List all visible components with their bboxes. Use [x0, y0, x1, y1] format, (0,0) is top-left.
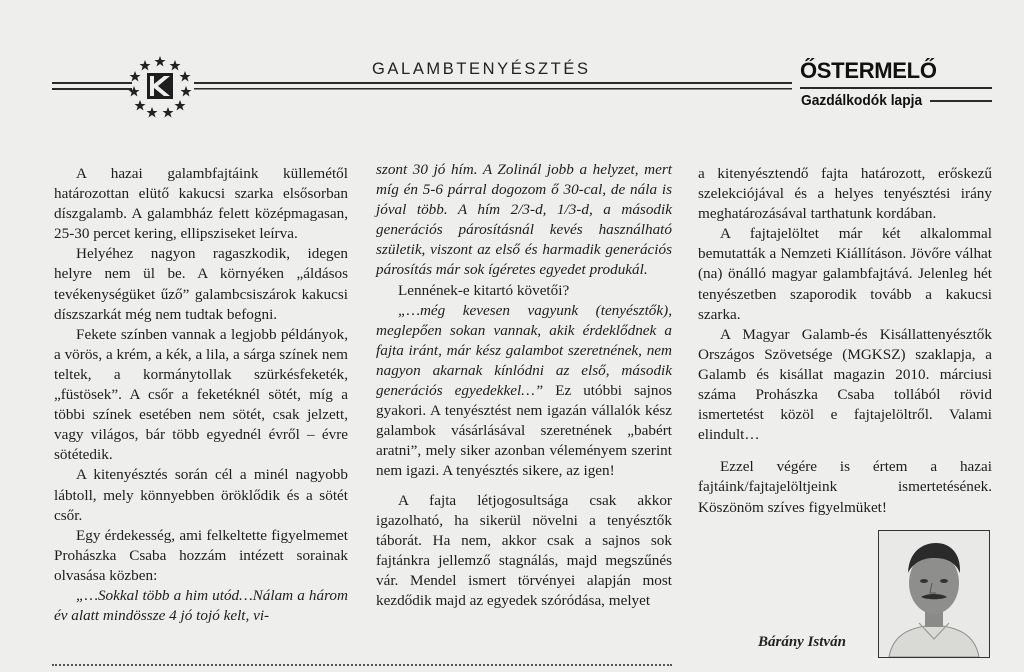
footer-dotted-rule — [52, 664, 672, 666]
paragraph: Helyéhez nagyon ragaszkodik, idegen helyre nem ül be. A környéken „áldásos tevékenységüket űző” galambcsiszárok kakucsi díszszarkát még nem tudtak befogni. — [54, 245, 348, 323]
paragraph: A fajta létjogosultsága csak akkor igazolható, ha sikerül növelni a tenyésztők táborát. Ha nem, akkor csak a sajnos sok fajtánkra jellemző stagnálás, majd megszűnés vár. Mendel ismert törvényei alapján most kezdődik majd az egyedek szóródása, melyet — [376, 491, 672, 609]
star-ring-logo-icon — [128, 54, 192, 118]
header-rule-left-top — [52, 82, 132, 84]
quote-paragraph: „…Sokkal több a him utód…Nálam a három év alatt mindössze 4 jó tojó kelt, vi- — [54, 586, 348, 625]
paragraph: A Magyar Galamb-és Kisállattenyésztők Országos Szövetsége (MGKSZ) szaklapja, a Galamb és kisállat magazin 2010. márciusi száma Prohászka Csaba tollából rövid ismertetést közöl e fajtajelöltről. Valami elindult… — [698, 325, 992, 444]
paragraph: A kitenyésztés során cél a minél nagyobb lábtoll, mely könnyebben öröklődik és a sötét csőr. — [54, 466, 348, 524]
paragraph: Egy érdekesség, ami felkeltette figyelmemet Prohászka Csaba hozzám intézett sorainak olvasása közben: — [54, 526, 348, 584]
quote-paragraph: szont 30 jó hím. A Zolinál jobb a helyzet, mert míg én 5-6 párral dogozom ő 30-cal, de nála is jóval több. A hím 2/3-d, 1/3-d, a második generációs párosításnál kevés használható születik, viszont az első és harmadik generációs párosítás már sok ígéretes egyedet produkál. — [376, 161, 672, 279]
header-rule-right — [800, 87, 992, 89]
masthead-title: ŐSTERMELŐ — [800, 58, 937, 83]
closing-paragraph: Ezzel végére is értem a hazai fajtáink/fajtajelöltjeink ismertetésének. Köszönöm szíves figyelmüket! — [698, 458, 992, 516]
quote-text: „…még kevesen vagyunk (tenyésztők), meglepően sokan vannak, akik érdeklődnek a fajta iránt, már kész galambot szeretnének, nem nagyon akarnak kínlódni az első, második generációs egyedekkel…” — [376, 301, 672, 400]
paragraph — [376, 301, 672, 482]
masthead-subtitle: Gazdálkodók lapja — [801, 92, 923, 109]
author-name: Bárány István — [758, 634, 846, 650]
article-column-1 — [54, 164, 348, 626]
paragraph: a kitenyésztendő fajta határozott, erőskezű szelekciójával és a helyes tenyésztési irány meghatározásával tarthatunk kordában. — [698, 165, 992, 223]
article-column-3 — [698, 164, 992, 518]
paragraph: Lennének-e kitartó követői? — [398, 281, 570, 299]
article-column-2 — [376, 160, 672, 611]
paragraph: A hazai galambfajtáink küllemétől határozottan elütő kakucsi szarka elsősorban díszgalamb. A galambház felett középmagasan, 25-30 percet kering, ellipsziseket leírva. — [54, 165, 348, 243]
header-rule-left-bottom — [52, 88, 132, 90]
paragraph: A fajtajelöltet már két alkalommal bemutatták a Nemzeti Kiállításon. Jövőre válhat (na) önálló magyar galambfajtává. Jelenleg hét tenyészetben szaporodik tovább a kakucsi szarka. — [698, 225, 992, 323]
header-rule-main — [194, 82, 792, 91]
paragraph: Fekete színben vannak a legjobb példányok, a vörös, a krém, a kék, a lila, a sárga színek nem teltek, a kormánytollak szürkésfeketék, „füstösek”. A csőr a feketéknél sötét, míg a többi színek esetében nem sötét, csak jelzett, vagy világos, bár több egyednél évről – évre sötétedik. — [54, 325, 348, 464]
header-rule-under-subtitle — [930, 100, 992, 102]
paragraph-text: Ez utóbbi sajnos gyakori. A tenyésztést nem igazán vállalók kész galambok vásárlásával szeretnének „babért aratni”, mely siker azonban véleményem szerint nem igazi. A tenyésztés sikere, az igen! — [376, 382, 672, 480]
portrait-image — [879, 531, 989, 657]
section-title: GALAMBTENYÉSZTÉS — [372, 60, 591, 78]
author-photo — [878, 530, 990, 658]
